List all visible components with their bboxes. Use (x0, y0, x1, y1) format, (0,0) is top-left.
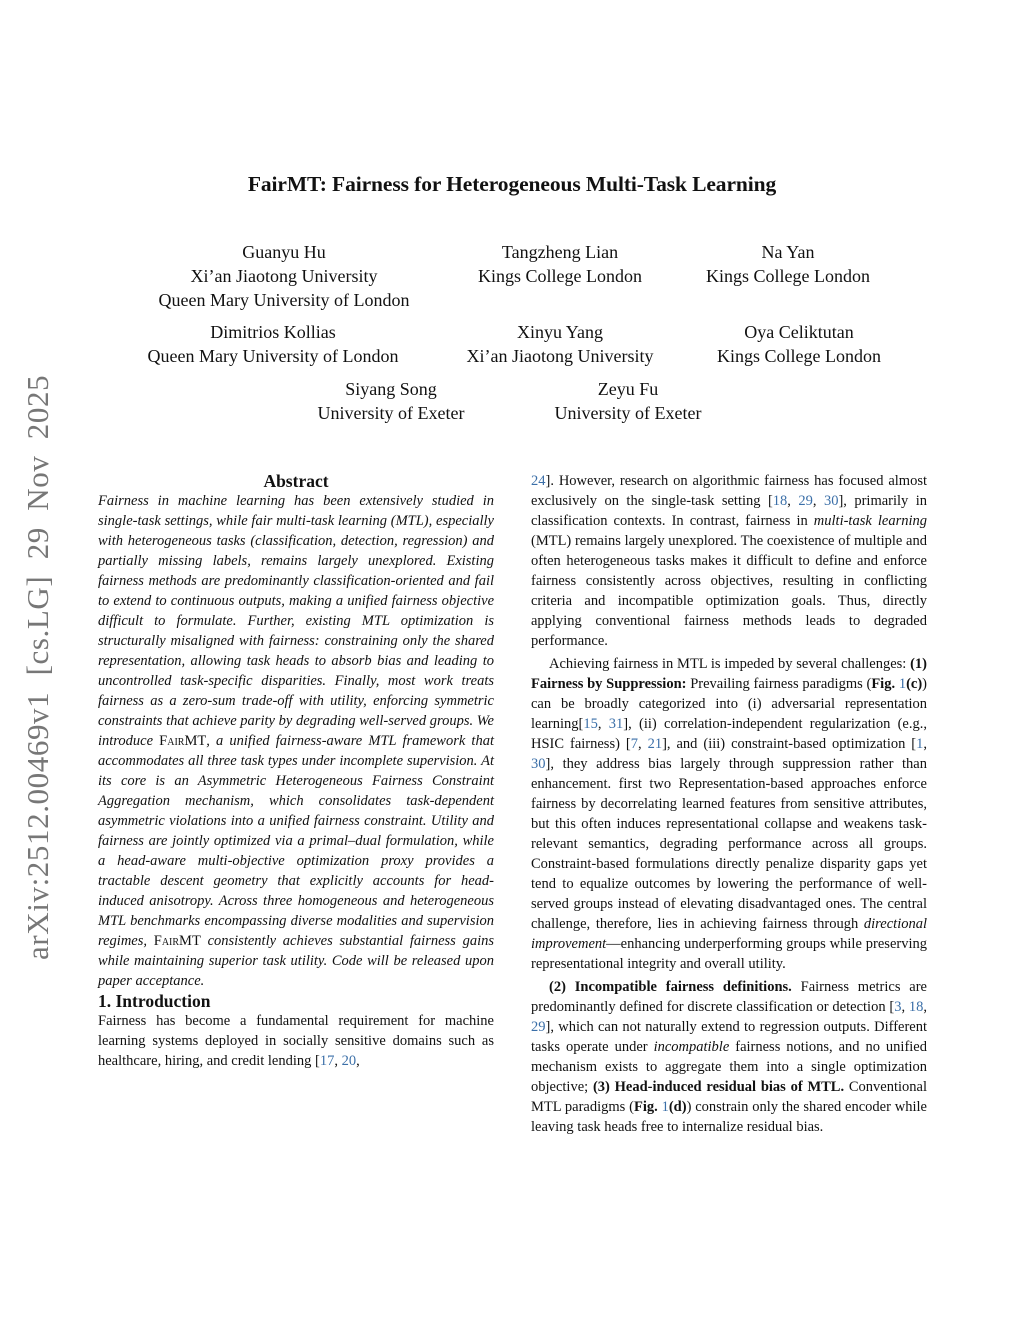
author-name: Oya Celiktutan (744, 322, 854, 342)
method-name: FairMT (159, 733, 207, 749)
body-text: ]. However, research on algorithmic fairness has focused almost exclusively on the single-task setting [ (531, 473, 927, 509)
body-text: ], they address bias largely through suppression rather than enhancement. first two Representation-based approaches enforce fairness by decorrelating learned features from sensitive attributes, but this often induces representational collapse and weakens task-relevant semantics, degrading performance across all groups. Constraint-based formulations directly penalize disparity gaps yet tend to equalize outcomes by lowering the performance of well-served groups instead of elevating disadvantaged ones. The central challenge, therefore, lies in achieving fairness through (531, 756, 927, 932)
citation-link[interactable]: 31 (608, 716, 624, 732)
body-emphasis: incompatible (653, 1039, 730, 1055)
author-name: Zeyu Fu (597, 379, 659, 399)
citation-link[interactable]: 29 (531, 1019, 546, 1035)
body-text: ) constrain only the shared encoder while leaving task heads free to internalize residual bias. (531, 1099, 927, 1135)
author-name: Na Yan (761, 242, 815, 262)
body-emphasis: multi-task learning (813, 513, 927, 529)
intro-paragraph (98, 1011, 494, 1071)
body-paragraph: (2) Incompatible fairness definitions. Fairness metrics are predominantly defined for discrete classification or detection [3, 18, 29], which can not naturally extend to regression outputs. Different tasks operate under incompatible fairness notions, and no unified mechanism exists to aggregate them into a single optimization objective; (3) Head-induced residual bias of MTL. Conventional MTL paradigms (Fig. 1(d)) constrain only the shared encoder while leaving task heads free to internalize residual bias. (531, 979, 928, 1135)
author-block (717, 320, 881, 368)
body-text: (MTL) remains largely unexplored. The coexistence of multiple and often heterogeneous tasks makes it difficult to define and enforce fairness consistently across objectives, resulting in conflicting criteria and incompatible optimization goals. Thus, directly applying conventional fairness methods leads to degraded performance. (531, 533, 927, 649)
abstract-heading: Abstract (263, 471, 329, 491)
figure-ref-label: Fig. (633, 1099, 658, 1115)
citation-link[interactable]: 30 (531, 756, 546, 772)
author-name: Tangzheng Lian (501, 242, 619, 262)
citation-link[interactable]: 15 (583, 716, 598, 732)
intro-text: , (334, 1053, 342, 1069)
author-affiliation: Xi’an Jiaotong University (466, 346, 654, 366)
body-text: ], and (iii) constraint-based optimization [ (662, 736, 917, 752)
figure-link[interactable]: 1 (661, 1099, 669, 1115)
body-text: Achieving fairness in MTL is impeded by several challenges: (549, 656, 911, 672)
abstract-text-part: , a unified fairness-aware MTL framework that accommodates all three task types under incomplete supervision. At its core is an Asymmetric Heterogeneous Fairness Constraint Aggregation mechanism, which consolidates task-dependent asymmetric violations into a unified fairness constraint. Utility and fairness are jointly optimized via a primal–dual formulation, while a head-aware multi-objective optimization proxy provides a tractable descent geometry that explicitly accounts for head-induced anisotropy. Across three homogeneous and heterogeneous MTL benchmarks encompassing diverse modalities and supervision regimes, (98, 733, 494, 949)
body-emphasis: directional improvement (531, 916, 927, 952)
author-name: Guanyu Hu (242, 242, 326, 262)
challenge-label: (1) Fairness by Suppression: (531, 656, 927, 692)
body-text: ], which can not naturally extend to regression outputs. Different tasks operate under (531, 1019, 927, 1055)
citation-link[interactable]: 30 (823, 493, 839, 509)
author-affiliation: University of Exeter (317, 403, 465, 423)
author-name: Siyang Song (345, 379, 437, 399)
abstract-text (98, 491, 494, 991)
author-block (148, 320, 399, 368)
author-block (159, 240, 410, 312)
body-text: fairness notions, and no unified mechanism exists to aggregate them into a single optimization objective; (531, 1039, 927, 1095)
citation-link[interactable]: 20 (341, 1053, 357, 1069)
figure-ref-label: Fig. (871, 676, 896, 692)
body-text: Fairness metrics are predominantly defined for discrete classification or detection [ (531, 979, 927, 1015)
challenge-label: (2) Incompatible fairness definitions. (549, 979, 792, 995)
intro-text: Fairness has become a fundamental requirement for machine learning systems deployed in socially sensitive domains such as healthcare, hiring, and credit lending [ (98, 1013, 494, 1069)
author-affiliation: University of Exeter (554, 403, 702, 423)
author-affiliation: Xi’an Jiaotong University (190, 266, 378, 286)
abstract-text-part: consistently achieves substantial fairness gains while maintaining superior task utility. Code will be released upon paper acceptance. (98, 933, 494, 989)
author-block (555, 377, 702, 425)
figure-ref-panel: (d) (668, 1099, 687, 1115)
author-block (706, 240, 870, 288)
citation-link[interactable]: 1 (916, 736, 924, 752)
figure-ref-panel: (c) (906, 676, 923, 692)
citation-link[interactable]: 24 (531, 473, 546, 489)
author-affiliation: Queen Mary University of London (158, 290, 410, 310)
right-column (531, 471, 927, 1137)
intro-text: , (356, 1053, 360, 1069)
author-block (478, 240, 642, 288)
figure-link[interactable]: 1 (898, 676, 907, 692)
paper-title: FairMT: Fairness for Heterogeneous Multi-Task Learning (247, 172, 777, 196)
body-text: —enhancing underperforming groups while preserving representational integrity and overall utility. (531, 936, 927, 972)
citation-link[interactable]: 3 (894, 999, 902, 1015)
citation-link[interactable]: 7 (630, 736, 638, 752)
citation-link[interactable]: 29 (798, 493, 813, 509)
left-column (98, 471, 494, 1071)
citation-link[interactable]: 18 (908, 999, 924, 1015)
body-text: ], (ii) correlation-independent regularization (e.g., HSIC fairness) [ (531, 716, 927, 752)
author-name: Dimitrios Kollias (210, 322, 336, 342)
method-name: FairMT (153, 933, 201, 949)
author-affiliation: Kings College London (717, 346, 881, 366)
body-text: ) can be broadly categorized into (i) adversarial representation learning[ (531, 676, 928, 732)
author-block (467, 320, 654, 368)
intro-heading: 1. Introduction (98, 991, 211, 1011)
body-paragraph: Achieving fairness in MTL is impeded by several challenges: (1) Fairness by Suppression: Prevailing fairness paradigms (Fig. 1(c)) can be broadly categorized into (i) adversarial representation learning[15, 31], (ii) correlation-independent regularization (e.g., HSIC fairness) [7, 21], and (iii) constraint-based optimization [1, 30], they address bias largely through suppression rather than enhancement. first two Representation-based approaches enforce fairness by decorrelating learned features from sensitive attributes, but this often induces representational collapse and weakens task-relevant semantics, degrading performance across all groups. Constraint-based formulations directly penalize disparity gaps yet tend to equalize outcomes by lowering the performance of well-served groups instead of elevating disadvantaged ones. The central challenge, therefore, lies in achieving fairness through directional improvement—enhancing underperforming groups while preserving representational integrity and overall utility. (531, 656, 928, 972)
author-affiliation: Kings College London (478, 266, 642, 286)
citation-link[interactable]: 17 (319, 1053, 335, 1069)
abstract-text-part: Fairness in machine learning has been extensively studied in single-task settings, while fair multi-task learning (MTL), especially with heterogeneous tasks (classification, detection, regression) and partially missing labels, remains largely unexplored. Existing fairness methods are predominantly classification-oriented and fail to extend to continuous outputs, making a unified fairness objective difficult to formulate. Further, existing MTL optimization is structurally misaligned with fairness: constraining only the shared representation, allowing task heads to absorb bias and leading to uncontrolled task-specific disparities. Finally, most work treats fairness as a zero-sum trade-off with utility, enforcing symmetric constraints that achieve parity by degrading well-served groups. We introduce (98, 493, 494, 749)
author-block (318, 377, 465, 425)
body-text: ], primarily in classification contexts. In contrast, fairness in (531, 493, 928, 529)
arxiv-side-stamp: arXiv:2512.00469v1 [cs.LG] 29 Nov 2025 (20, 374, 55, 960)
citation-link[interactable]: 21 (647, 736, 663, 752)
challenge-label: (3) Head-induced residual bias of MTL. (592, 1079, 845, 1095)
citation-link[interactable]: 18 (772, 493, 788, 509)
author-name: Xinyu Yang (516, 322, 604, 342)
body-text: Prevailing fairness paradigms ( (686, 676, 872, 692)
body-text: Conventional MTL paradigms ( (531, 1079, 927, 1115)
author-affiliation: Queen Mary University of London (147, 346, 399, 366)
author-affiliation: Kings College London (706, 266, 870, 286)
body-paragraph: 24]. However, research on algorithmic fairness has focused almost exclusively on the single-task setting [18, 29, 30], primarily in classification contexts. In contrast, fairness in multi-task learning (MTL) remains largely unexplored. The coexistence of multiple and often heterogeneous tasks makes it difficult to define and enforce fairness consistently across objectives, resulting in conflicting criteria and incompatible optimization goals. Thus, directly applying conventional fairness methods leads to degraded performance. (531, 473, 928, 649)
